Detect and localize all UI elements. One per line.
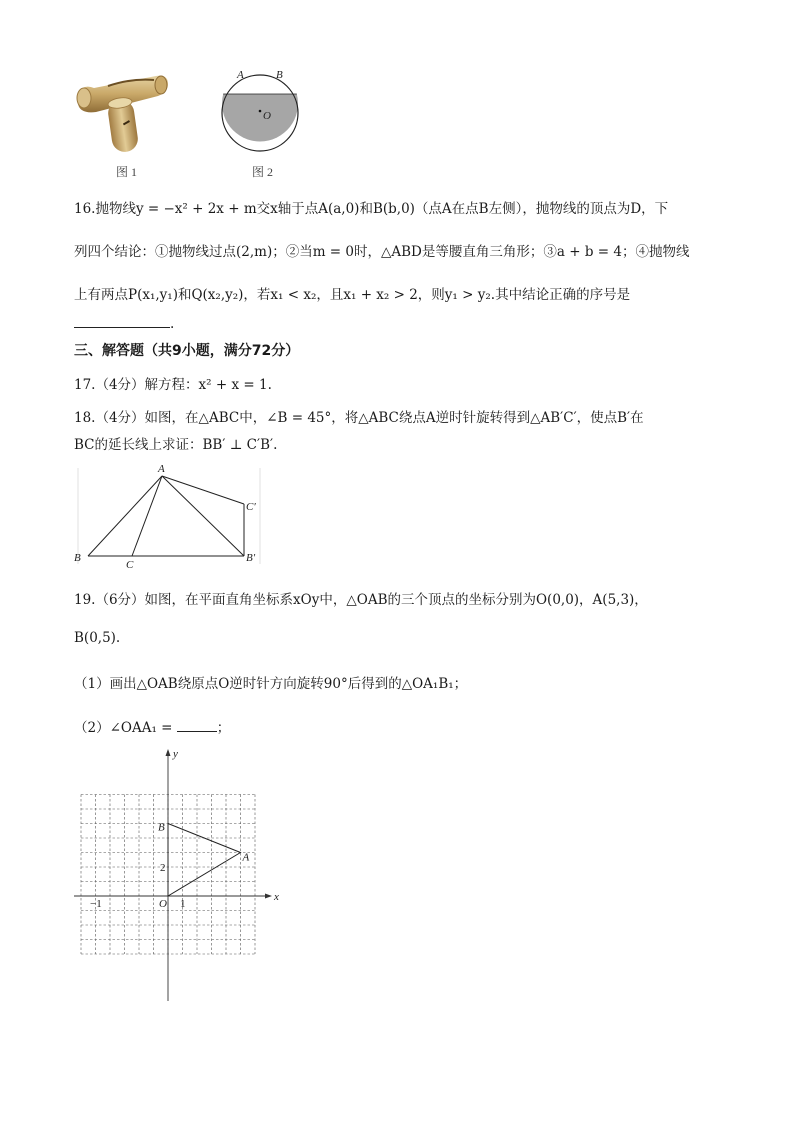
triangle-oab bbox=[168, 824, 241, 897]
label-a: A bbox=[158, 463, 165, 475]
segment-ab-prime bbox=[162, 476, 244, 556]
fig2-label-o: O bbox=[263, 110, 271, 122]
figure-1 bbox=[74, 70, 170, 160]
q18-line-1: 18.（4分）如图，在△ABC中，∠B = 45°，将△ABC绕点A逆时针旋转得到△AB′C′，使点B′在 bbox=[74, 410, 644, 426]
q16-end-period: . bbox=[170, 316, 175, 332]
q19-sub-2-prefix: （2）∠OAA₁ = bbox=[74, 720, 173, 736]
bamboo-illustration bbox=[74, 70, 170, 160]
point-a-label: A bbox=[242, 851, 250, 864]
q19-line-1: 19.（6分）如图，在平面直角坐标系xOy中，△OAB的三个顶点的坐标分别为O(0,0)，A(5,3)， bbox=[74, 592, 648, 608]
label-b-prime: B′ bbox=[246, 552, 256, 564]
x-axis-arrow-icon bbox=[265, 894, 272, 899]
answer-blank[interactable] bbox=[74, 313, 170, 328]
tick-x-neg-1: −1 bbox=[90, 898, 102, 910]
label-b: B bbox=[74, 552, 81, 564]
q16-line-2: 列四个结论：①抛物线过点(2,m)；②当m = 0时，△ABD是等腰直角三角形；③a + b = 4；④抛物线 bbox=[74, 244, 690, 260]
coordinate-grid bbox=[70, 745, 290, 1007]
fig2-label-b: B bbox=[276, 69, 283, 81]
q19-sub-2 bbox=[74, 716, 230, 736]
q17-text: 17.（4分）解方程：x² + x = 1. bbox=[74, 377, 272, 393]
label-c: C bbox=[126, 559, 134, 571]
q19-sub-1: （1）画出△OAB绕原点O逆时针方向旋转90°后得到的△OA₁B₁； bbox=[74, 676, 468, 692]
q16-line-1: 16.抛物线y = −x² + 2x + m交x轴于点A(a,0)和B(b,0)（点A在点B左侧），抛物线的顶点为D，下 bbox=[74, 201, 669, 217]
point-b-label: B bbox=[158, 821, 165, 834]
figure-1-caption: 图 1 bbox=[116, 165, 138, 179]
y-axis-arrow-icon bbox=[166, 749, 171, 756]
section-3-heading: 三、解答题（共9小题，满分72分） bbox=[74, 343, 300, 359]
label-c-prime: C′ bbox=[246, 501, 256, 513]
q18-line-2: BC的延长线上求证：BB′ ⊥ C′B′. bbox=[74, 437, 278, 453]
tick-x-1: 1 bbox=[180, 898, 186, 910]
q19-sub-2-suffix: ； bbox=[216, 720, 231, 736]
q19-line-2: B(0,5). bbox=[74, 630, 121, 646]
figure-2 bbox=[220, 66, 302, 158]
segment-ac-prime bbox=[162, 476, 244, 504]
rotated-triangle-diagram bbox=[70, 460, 270, 572]
coordinate-grid-figure bbox=[70, 745, 290, 1007]
tick-y-2: 2 bbox=[160, 862, 166, 874]
segment-ab bbox=[88, 476, 162, 556]
q18-triangle-figure bbox=[70, 460, 270, 572]
figure-2-caption: 图 2 bbox=[252, 165, 274, 179]
segment-ac bbox=[132, 476, 162, 556]
fig2-label-a: A bbox=[237, 69, 244, 81]
x-axis-label: x bbox=[274, 891, 279, 903]
q16-answer-blank bbox=[74, 313, 174, 332]
angle-answer-blank[interactable] bbox=[177, 717, 217, 732]
circle-water-diagram bbox=[220, 66, 302, 158]
y-axis-label: y bbox=[173, 748, 178, 760]
q16-line-3: 上有两点P(x₁,y₁)和Q(x₂,y₂)，若x₁ < x₂，且x₁ + x₂ > 2，则y₁ > y₂.其中结论正确的序号是 bbox=[74, 287, 631, 303]
origin-label: O bbox=[159, 898, 167, 910]
